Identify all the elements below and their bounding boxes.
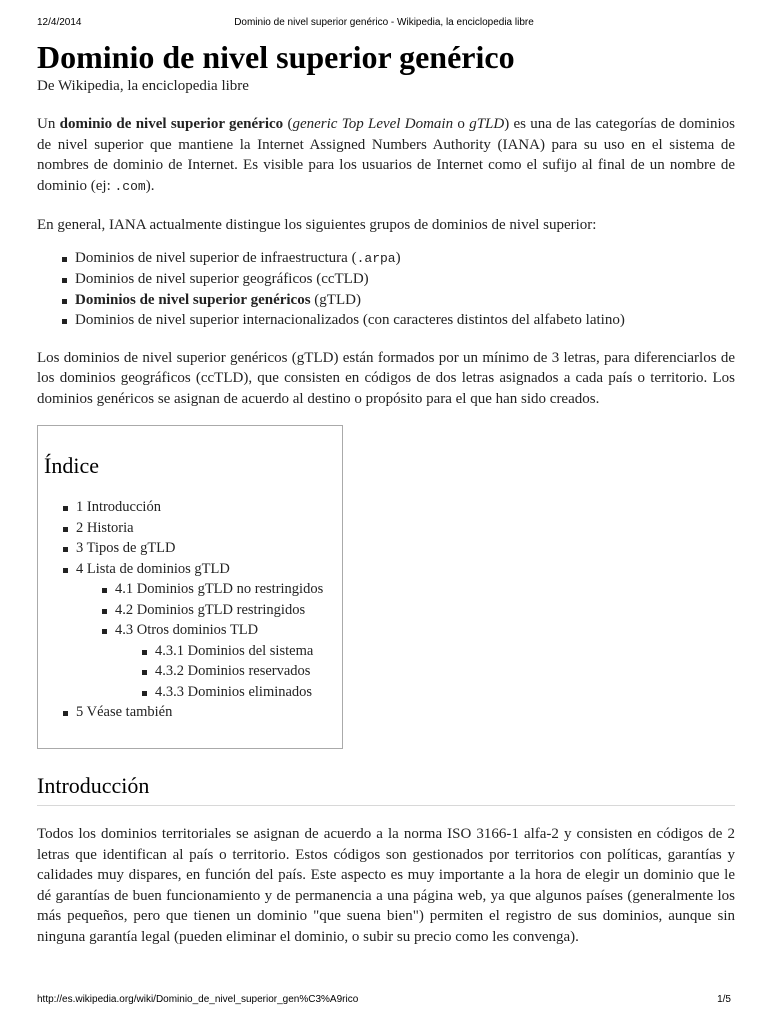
toc-item-historia[interactable]: 2 Historia: [62, 518, 342, 539]
list-item-text: Dominios de nivel superior internacionalizados (con caracteres distintos del alfabeto latino): [75, 312, 625, 328]
intro-code-com: .com: [114, 178, 146, 194]
article-content: [37, 38, 735, 947]
toc-item-label[interactable]: 4.3 Otros dominios TLD: [115, 622, 259, 638]
intro-paragraph: [37, 114, 735, 197]
list-item[interactable]: [61, 310, 735, 331]
list-item[interactable]: [61, 269, 735, 290]
toc-item-tipos[interactable]: 3 Tipos de gTLD: [62, 538, 342, 559]
site-tagline: De Wikipedia, la enciclopedia libre: [37, 78, 249, 94]
toc-item-sistema[interactable]: 4.3.1 Dominios del sistema: [141, 641, 342, 662]
introduccion-paragraph: Todos los dominios territoriales se asignan de acuerdo a la norma ISO 3166-1 alfa-2 y consisten en códigos de 2 letras que identifican al país o territorio. Estos códigos son gestionados por territorios con políticas, garantías y calidades muy dispares, en función del país. Este aspecto es muy importante a la hora de elegir un dominio que le dé garantías de buen funcionamiento y de permanencia a una página web, ya que algunos países (generalmente los más pequeños, pero que tienen un dominio "que suena bien") permiten el registro de sus dominios, aunque sin ninguna garantía legal (pueden eliminar el dominio, o subir su precio como les convenga).: [37, 826, 735, 945]
table-of-contents: [37, 425, 343, 749]
list-item-text: ): [395, 249, 401, 266]
section-heading-introduccion: Introducción: [37, 771, 735, 806]
toc-item-introduccion[interactable]: 1 Introducción: [62, 497, 342, 518]
intro-text: ).: [145, 177, 155, 194]
intro-text: Un: [37, 116, 60, 132]
toc-title: Índice: [44, 453, 99, 478]
page-number: 1/5: [717, 994, 731, 1005]
gtld-paragraph: Los dominios de nivel superior genéricos (gTLD) están formados por un mínimo de 3 letras, para diferenciarlos de los dominios geográficos (ccTLD), que consisten en códigos de dos letras asignados a cada país o territorio. Los dominios genéricos se asignan de acuerdo al destino o propósito para el que han sido creados.: [37, 349, 735, 407]
print-header: [37, 17, 731, 31]
toc-item-eliminados[interactable]: 4.3.3 Dominios eliminados: [141, 682, 342, 703]
intro-gtld-abbr: gTLD: [469, 116, 505, 132]
intro-bold-term: dominio de nivel superior genérico: [59, 116, 284, 132]
toc-item-reservados[interactable]: 4.3.2 Dominios reservados: [141, 661, 342, 682]
list-item: [61, 290, 735, 311]
toc-sublist: [76, 579, 342, 702]
toc-list: [44, 497, 342, 723]
groups-intro-paragraph: En general, IANA actualmente distingue los siguientes grupos de dominios de nivel superior:: [37, 217, 597, 233]
toc-item-restringidos[interactable]: 4.2 Dominios gTLD restringidos: [101, 600, 342, 621]
page-title: Dominio de nivel superior genérico: [37, 39, 515, 75]
toc-item-no-restringidos[interactable]: 4.1 Dominios gTLD no restringidos: [101, 579, 342, 600]
list-item-bold: Dominios de nivel superior genéricos: [75, 291, 311, 308]
toc-item-label[interactable]: 4 Lista de dominios gTLD: [76, 560, 230, 577]
intro-text: (: [283, 116, 293, 132]
list-item-text: Dominios de nivel superior geográficos (ccTLD): [75, 271, 369, 287]
domain-groups-list: [37, 248, 735, 331]
list-item-text: Dominios de nivel superior de infraestructura (: [75, 249, 357, 266]
print-footer: [37, 994, 731, 1008]
toc-item-otros[interactable]: [101, 620, 342, 702]
toc-item-vease[interactable]: 5 Véase también: [62, 702, 342, 723]
intro-english-term[interactable]: generic Top Level Domain: [292, 116, 454, 132]
print-page-title: Dominio de nivel superior genérico - Wikipedia, la enciclopedia libre: [234, 17, 534, 28]
toc-sublist: [115, 641, 342, 703]
intro-text: ) es una de las categorías de dominios de nivel superior que mantiene la Internet Assigned Numbers Authority (IANA) para su uso en el sistema de nombres de dominio de Internet. Es visible para los usuarios de Internet como el sufijo al final de un nombre de dominio (ej:: [37, 116, 736, 194]
arpa-code: .arpa: [356, 250, 396, 266]
toc-item-lista[interactable]: [62, 559, 342, 703]
intro-text: o: [453, 116, 470, 132]
print-url: http://es.wikipedia.org/wiki/Dominio_de_nivel_superior_gen%C3%A9rico: [37, 994, 359, 1005]
list-item-text: (gTLD): [310, 291, 361, 308]
print-date: 12/4/2014: [37, 17, 82, 28]
list-item[interactable]: [61, 248, 735, 270]
